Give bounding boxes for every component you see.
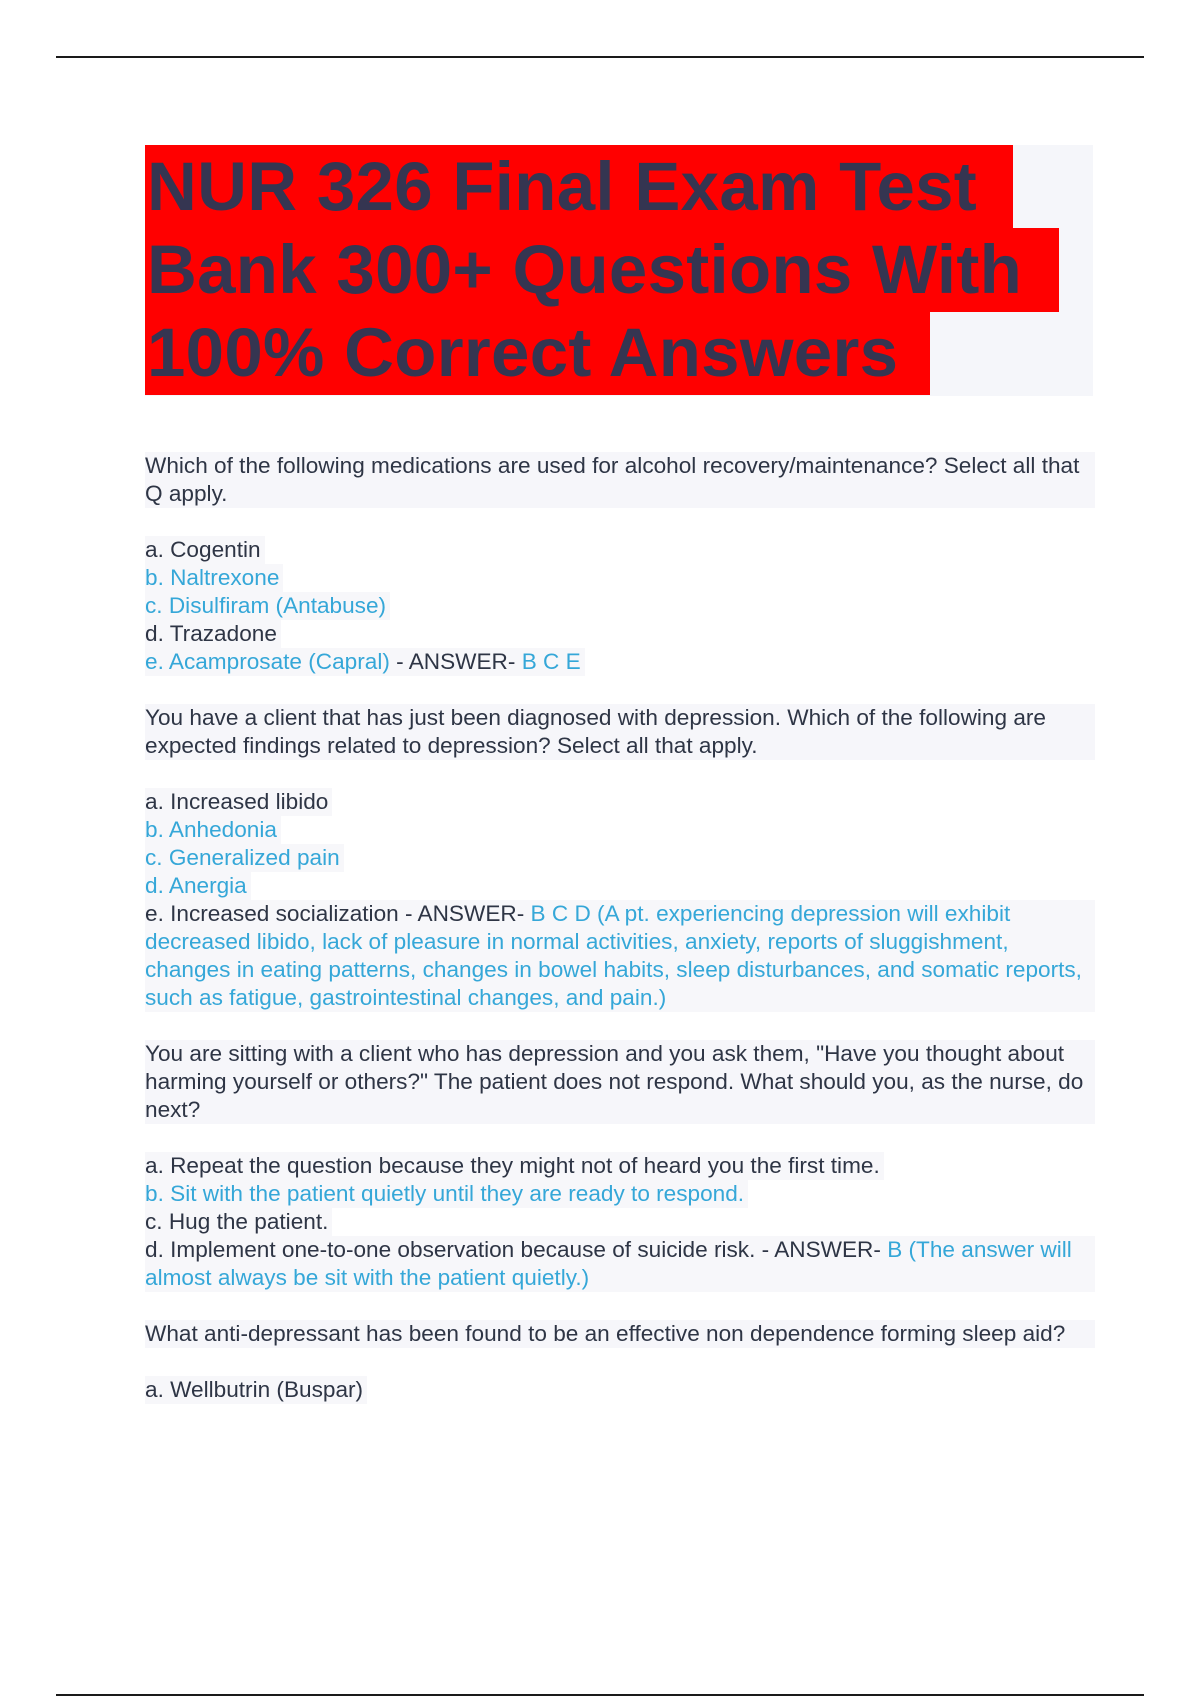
option-list bbox=[145, 1152, 1095, 1292]
option-item-correct: e. Acamprosate (Capral) bbox=[145, 649, 390, 674]
answer-text: B C E bbox=[521, 649, 581, 674]
question-text: What anti-depressant has been found to be an effective non dependence forming sleep aid? bbox=[145, 1320, 1095, 1348]
option-item-with-answer bbox=[145, 1236, 1095, 1292]
answer-label: - ANSWER- bbox=[755, 1237, 888, 1262]
answer-text: B (The answer will almost always be sit with the patient quietly.) bbox=[145, 1237, 1072, 1290]
answer-label: - ANSWER- bbox=[389, 649, 522, 674]
footer-rule bbox=[56, 1694, 1144, 1696]
question-list bbox=[145, 452, 1095, 1432]
option-item: a. Repeat the question because they might not of heard you the first time. bbox=[145, 1152, 884, 1180]
header-rule bbox=[56, 56, 1144, 58]
option-item-correct: d. Anergia bbox=[145, 872, 251, 900]
option-item-correct: b. Anhedonia bbox=[145, 816, 281, 844]
option-item: a. Increased libido bbox=[145, 788, 332, 816]
question-text: Which of the following medications are used for alcohol recovery/maintenance? Select all that Q apply. bbox=[145, 452, 1095, 508]
title-line-1: NUR 326 Final Exam Test bbox=[145, 145, 1013, 229]
option-list bbox=[145, 536, 1095, 676]
option-item-with-answer bbox=[145, 900, 1095, 1012]
option-item: c. Hug the patient. bbox=[145, 1208, 332, 1236]
title-line-3: 100% Correct Answers bbox=[145, 311, 930, 395]
option-item-correct: c. Generalized pain bbox=[145, 844, 344, 872]
option-list bbox=[145, 788, 1095, 1012]
answer-label: - ANSWER- bbox=[398, 901, 531, 926]
option-item: d. Implement one-to-one observation because of suicide risk. bbox=[145, 1237, 756, 1262]
document-title bbox=[145, 145, 1093, 396]
option-item: e. Increased socialization bbox=[145, 901, 399, 926]
option-item: a. Wellbutrin (Buspar) bbox=[145, 1376, 367, 1404]
title-line-2: Bank 300+ Questions With bbox=[145, 228, 1059, 312]
option-item-correct: b. Naltrexone bbox=[145, 564, 283, 592]
answer-text: B C D (A pt. experiencing depression will exhibit decreased libido, lack of pleasure in normal activities, anxiety, reports of sluggishment, changes in eating patterns, changes in bowel habits, sleep disturbances, and somatic reports, such as fatigue, gastrointestinal changes, and pain.) bbox=[145, 901, 1082, 1010]
question-text: You are sitting with a client who has depression and you ask them, "Have you thought about harming yourself or others?" The patient does not respond. What should you, as the nurse, do next? bbox=[145, 1040, 1095, 1124]
option-item-correct: c. Disulfiram (Antabuse) bbox=[145, 592, 390, 620]
option-item: a. Cogentin bbox=[145, 536, 265, 564]
question-text: You have a client that has just been diagnosed with depression. Which of the following are expected findings related to depression? Select all that apply. bbox=[145, 704, 1095, 760]
option-item-correct: b. Sit with the patient quietly until they are ready to respond. bbox=[145, 1180, 748, 1208]
option-item-with-answer bbox=[145, 648, 585, 676]
option-item: d. Trazadone bbox=[145, 620, 281, 648]
option-list bbox=[145, 1376, 1095, 1404]
